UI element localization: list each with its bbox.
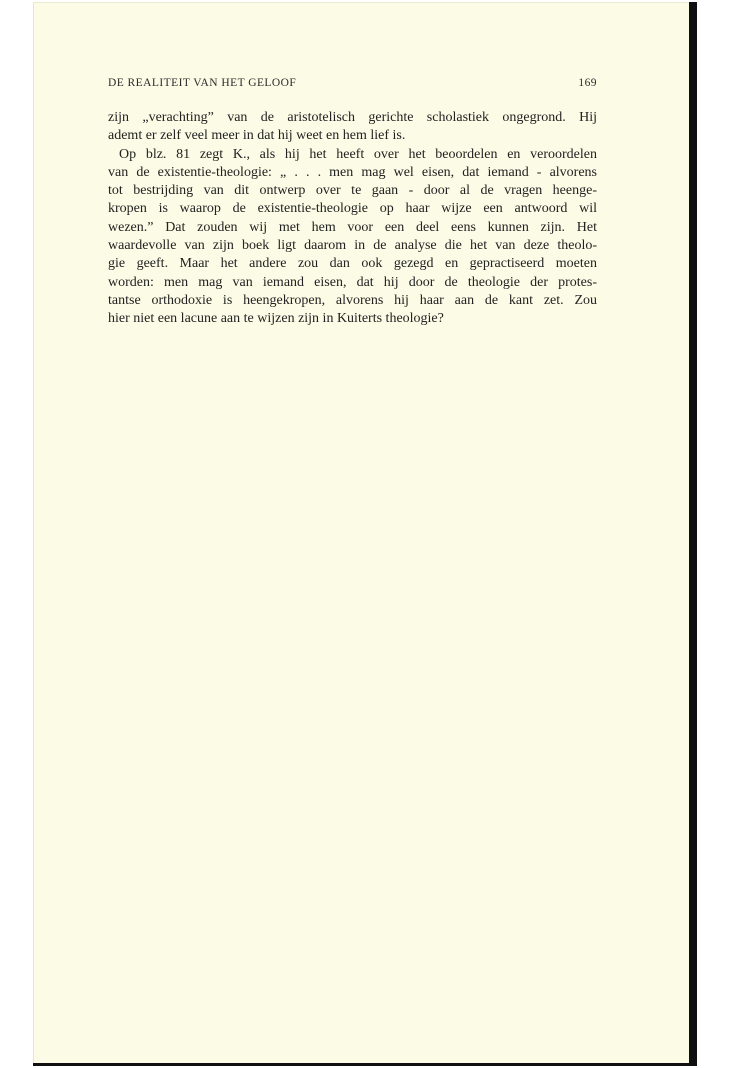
- text-line: hier niet een lacune aan te wijzen zijn in Kuiterts theologie?: [108, 311, 444, 327]
- page-number: 169: [578, 77, 597, 89]
- text-line: tantse orthodoxie is heengekropen, alvorens hij haar aan de kant zet. Zou: [108, 292, 597, 308]
- text-line: Op blz. 81 zegt K., als hij het heeft over het beoordelen en veroordelen: [119, 146, 597, 162]
- text-line: worden: men mag van iemand eisen, dat hij door de theologie der protes-: [108, 274, 597, 290]
- body-text: [108, 109, 597, 329]
- text-line: ademt er zelf veel meer in dat hij weet en hem lief is.: [108, 128, 406, 144]
- text-line: gie geeft. Maar het andere zou dan ook gezegd en gepractiseerd moeten: [108, 256, 597, 272]
- text-line: wezen.” Dat zouden wij met hem voor een deel eens kunnen zijn. Het: [108, 219, 597, 235]
- text-line: kropen is waarop de existentie-theologie op haar wijze een antwoord wil: [108, 201, 597, 217]
- text-line: waardevolle van zijn boek ligt daarom in de analyse die het van deze theolo-: [108, 238, 597, 254]
- text-line: tot bestrijding van dit ontwerp over te gaan - door al de vragen heenge-: [108, 183, 597, 199]
- paragraph-2: [108, 146, 597, 329]
- paragraph-1: [108, 109, 597, 146]
- text-line: van de existentie-theologie: „ . . . men mag wel eisen, dat iemand - alvorens: [108, 164, 597, 180]
- page-edge-shadow-bottom: [33, 1063, 697, 1066]
- running-title: DE REALITEIT VAN HET GELOOF: [108, 77, 297, 89]
- page-edge-shadow-right: [689, 2, 697, 1066]
- text-line: zijn „verachting” van de aristotelisch gerichte scholastiek ongegrond. Hij: [108, 110, 597, 125]
- running-head: [108, 77, 597, 95]
